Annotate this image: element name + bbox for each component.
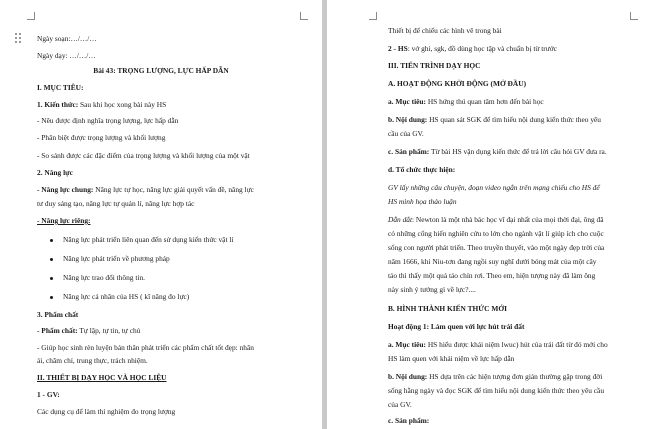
pham-chat-label: - Phẩm chất:	[37, 326, 78, 335]
kien-thuc-label: 1. Kiến thức:	[37, 100, 79, 109]
muc-tieu-label: a. Mục tiêu:	[388, 97, 426, 106]
hd1-muc-tieu-line	[388, 340, 608, 350]
dan-dat-text: sống con người phát triển. Theo truyền thuyết, vào một ngày đẹp trời của	[388, 243, 605, 252]
noi-dung-text: HS quan sát SGK để tìm hiểu nội dung kiến thức theo yêu	[427, 115, 601, 124]
margin-mark-top-right	[300, 12, 308, 20]
hd1-muc-tieu-text: HS hiểu được khái niệm lwuc) hút của trái đất từ đó mởi cho	[425, 340, 608, 349]
thiet-bi-text: Thiết bị để chiếu các hình vẽ trong bài	[388, 26, 502, 35]
dan-dat-label: Dẫn dắt	[388, 215, 413, 224]
nang-luc-rieng-item: Năng lực cá nhân của HS ( kĩ năng đo lực)	[63, 292, 190, 301]
nang-luc-chung-line	[37, 185, 254, 195]
hd1-noi-dung-text-cont: sống hằng ngày và đọc SGK để tìm hiểu nội dung kiến thức theo yêu cầu	[388, 386, 605, 395]
muc-tieu-text: HS hứng thú quan tâm hơn đến bài học	[425, 97, 544, 106]
hd1-noi-dung-text: HS dựa trên các hiện tượng đơn giản thường gặp trong đời	[427, 372, 603, 381]
noi-dung-line	[388, 115, 601, 125]
kien-thuc-item: - Nêu được định nghĩa trọng lượng, lực hấp dẫn	[37, 116, 179, 125]
pham-chat-desc-cont: ái, chăm chỉ, trung thực, trách nhiệm.	[37, 356, 148, 365]
kien-thuc-text: Sau khi học xong bài này HS	[78, 100, 167, 109]
dan-dat-text: có những cống hiến nghiên cứu to lớn cho ngành vật lí giúp ích cho cuộc	[388, 229, 604, 238]
hs-label: 2 - HS	[388, 44, 408, 53]
pham-chat-desc: - Giúp học sinh rèn luyện bản thân phát triển các phẩm chất tốt đẹp: nhân	[37, 343, 254, 352]
gv-heading: 1 - GV:	[37, 390, 60, 399]
hd1-noi-dung-text-cont: của GV.	[388, 400, 412, 409]
pham-chat-line	[37, 326, 140, 336]
section-hoat-dong-a: A. HOẠT ĐỘNG KHỞI ĐỘNG (MỞ ĐẦU)	[388, 79, 527, 88]
bullet-icon	[50, 258, 53, 261]
nang-luc-rieng-item: Năng lực phát triển về phương pháp	[63, 254, 170, 263]
section-tien-trinh: III. TIẾN TRÌNH DẠY HỌC	[388, 61, 481, 70]
hs-text: : vở ghi, sgk, đồ dùng học tập và chuẩn bị từ trước	[407, 44, 557, 53]
nang-luc-chung-text-cont: tư duy sáng tạo, năng lực tự quản lí, năng lực hợp tác	[37, 199, 195, 208]
pham-chat-text: Tự lập, tự tin, tự chủ	[77, 326, 141, 335]
section-thiet-bi: II. THIẾT BỊ DẠY HỌC VÀ HỌC LIỆU	[37, 373, 167, 382]
kien-thuc-item: - Phân biệt được trọng lượng và khối lượng	[37, 133, 166, 142]
nang-luc-chung-text: Năng lực tự học, năng lực giải quyết vấn đề, năng lực	[93, 185, 254, 194]
pham-chat-heading: 3. Phẩm chất	[37, 310, 79, 319]
date-day: Ngày dạy: …/…/…	[37, 51, 96, 60]
hoat-dong-1-title: Hoạt động 1: Làm quen với lực hút trái đất	[388, 322, 525, 331]
margin-mark-top-right	[630, 12, 638, 20]
hd1-san-pham-label: c. Sản phẩm:	[388, 416, 430, 425]
nang-luc-rieng-label: - Năng lực riêng:	[37, 216, 91, 225]
noi-dung-text-cont: cầu của GV.	[388, 129, 424, 138]
noi-dung-label: b. Nội dung:	[388, 115, 428, 124]
nang-luc-heading: 2. Năng lực	[37, 168, 73, 177]
margin-mark-top-left	[27, 12, 35, 20]
bullet-icon	[50, 296, 53, 299]
san-pham-text: Từ bài HS vận dụng kiến thức để trả lời câu hỏi GV đưa ra.	[429, 147, 607, 156]
hs-line	[388, 44, 557, 54]
section-muc-tieu: I. MỤC TIÊU:	[37, 83, 84, 92]
hd1-muc-tieu-label: a. Mục tiêu:	[388, 340, 426, 349]
bullet-icon	[50, 239, 53, 242]
kien-thuc-line	[37, 100, 166, 110]
gv-text: Các dụng cụ để làm thí nghiệm đo trọng lượng	[37, 407, 176, 416]
dan-dat-text: táo thì thấy một quả táo chín rơi. Theo em, hiện tượng này đã làm ông	[388, 271, 596, 280]
margin-mark-top-left	[369, 12, 377, 20]
hd1-noi-dung-label: b. Nội dung:	[388, 372, 428, 381]
gv-activity-text-cont: HS mình họa thảo luận	[388, 197, 457, 206]
nang-luc-rieng-item: Năng lực phát triển liên quan đến sử dụng kiến thức vật lí	[63, 235, 234, 244]
gv-activity-text: GV lấy những câu chuyện, đoạn video ngắn trên mạng chiếu cho HS để	[388, 183, 600, 192]
dan-dat-line	[388, 215, 604, 225]
san-pham-line	[388, 147, 607, 157]
san-pham-label: c. Sản phẩm:	[388, 147, 430, 156]
kien-thuc-item: - So sánh được các đặc điểm của trọng lượng và khối lượng của một vật	[37, 151, 250, 160]
hd1-noi-dung-line	[388, 372, 602, 382]
bullet-icon	[50, 277, 53, 280]
document-page-right	[327, 0, 650, 429]
date-soan: Ngày soạn:…/…/…	[37, 34, 97, 43]
hd1-muc-tieu-text-cont: HS làm quen với khái niệm về lực hấp dẫn	[388, 354, 515, 363]
document-page-left	[0, 0, 322, 429]
drag-handle-icon[interactable]	[15, 33, 23, 43]
dan-dat-text: này sinh ý tưởng gì về lực?....	[388, 285, 476, 294]
lesson-title: Bài 43: TRỌNG LƯỢNG, LỰC HẤP DẪN	[93, 66, 229, 75]
muc-tieu-line	[388, 97, 544, 107]
nang-luc-chung-label: - Năng lực chung:	[37, 185, 94, 194]
dan-dat-text: : Newton là một nhà bác học vĩ đại nhất của mọi thời đại, ông đã	[412, 215, 604, 224]
to-chuc-label: d. Tổ chức thực hiện:	[388, 165, 456, 174]
nang-luc-rieng-item: Năng lực trao đổi thông tin.	[63, 273, 146, 282]
section-hinh-thanh: B. HÌNH THÀNH KIẾN THỨC MỚI	[388, 304, 507, 313]
dan-dat-text: năm 1666, khi Niu-tơn đang ngồi suy nghĩ dưới bóng mát của một cây	[388, 257, 597, 266]
